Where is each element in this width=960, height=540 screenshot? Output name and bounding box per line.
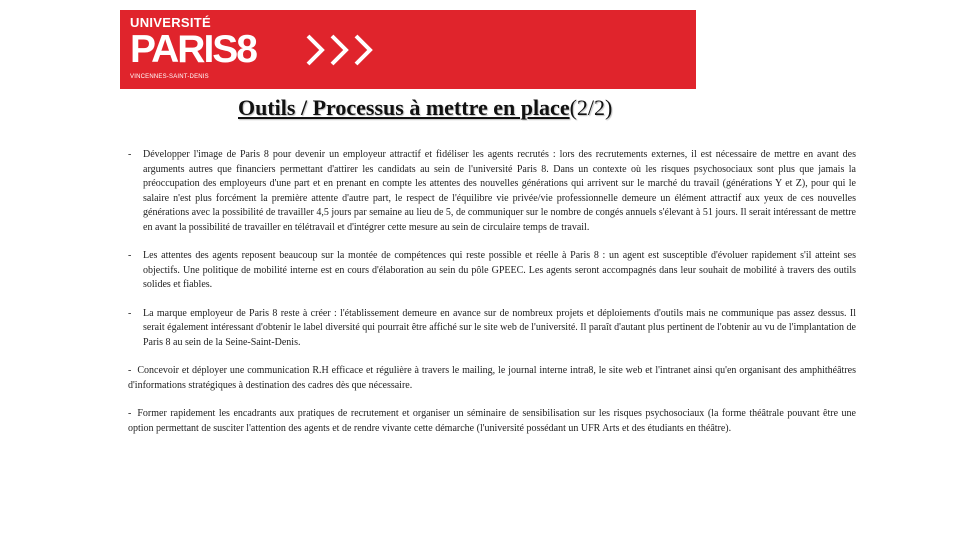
paragraph-5 <box>128 407 856 436</box>
paragraph-3 <box>128 307 856 351</box>
paragraph-1-text: Développer l'image de Paris 8 pour devenir un employeur attractif et fidéliser les agents recrutés : lors des recrutements externes, il est nécessaire de mettre en avant des arguments autres que financiers permettant d'attirer les candidats au sein de l'université Paris 8. Dans un contexte où les risques psychosociaux sont plus que jamais la préoccupation des employeurs d'une part et en prenant en compte les attentes des nouvelles générations qui arrivent sur le marché du travail (générations Y et Z), pour qui le salaire n'est plus forcément la première attente d'autre part, le respect de l'équilibre vie privée/vie professionnelle demeure un élément attractif aux yeux de ces nouvelles générations avec la possibilité de travailler 4,5 jours par semaine au lieu de 5, de communiquer sur le nombre de congés annuels s'élevant à 51 jours. Il serait intéressant de mettre en avant la possibilité de travailler en télétravail et d'intégrer cette mesure au sein de circulaire temps de travail. <box>143 149 856 233</box>
slide-title-suffix: (2/2) <box>569 95 613 120</box>
bullet-dash: - <box>128 307 132 319</box>
bullet-dash: - <box>128 149 132 160</box>
triple-chevron-right-icon <box>306 32 380 68</box>
paragraph-3-text: La marque employeur de Paris 8 reste à créer : l'établissement demeure en avance sur de nombreux projets et déploiements d'outils mais ne communique pas assez dessus. Il serait également intéressant d'obtenir le label diversité qui pourrait être affiché sur le site web de l'université. Il paraît d'autant plus pertinent de l'obtenir au vu de l'implantation de Paris 8 au sein de la Seine-Saint-Denis. <box>143 307 856 348</box>
paragraph-1 <box>128 148 856 235</box>
paragraph-2-text: Les attentes des agents reposent beaucoup sur la montée de compétences qui reste possible et réelle à Paris 8 : un agent est susceptible d'évoluer rapidement s'il atteint ses objectifs. Une politique de mobilité interne est en cours d'élaboration au sein du pôle GPEEC. Les agents seront accompagnés dans leur souhait de mobilité à travers des outils solides et fiables. <box>143 250 856 290</box>
bullet-dash: - <box>128 408 132 419</box>
slide-title-main: Outils / Processus à mettre en place <box>238 95 570 120</box>
logo-line-vincennes: VINCENNES-SAINT-DENIS <box>130 74 209 80</box>
bullet-dash: - <box>128 365 132 376</box>
slide-title <box>238 95 612 121</box>
paragraph-2 <box>128 249 856 293</box>
bullet-dash: - <box>128 250 132 261</box>
logo-line-universite: UNIVERSITÉ <box>130 15 212 30</box>
header-banner <box>120 10 696 89</box>
slide-body <box>128 148 856 436</box>
paragraph-5-text: Former rapidement les encadrants aux pratiques de recrutement et organiser un séminaire de sensibilisation sur les risques psychosociaux (la forme théâtrale pouvant être une option permettant de susciter l'attention des agents et de rendre vivante cette démarche (l'université possédant un UFR Arts et des étudiants en théâtre). <box>128 408 856 434</box>
logo-line-paris8: PARIS8 <box>130 28 256 71</box>
paragraph-4-text: Concevoir et déployer une communication R.H efficace et régulière à travers le mailing, le journal interne intra8, le site web et l'intranet ainsi qu'en organisant des amphithéâtres d'informations stratégiques à destination des cadres dès que nécessaire. <box>128 365 856 391</box>
university-logo <box>130 15 256 84</box>
paragraph-4 <box>128 364 856 393</box>
